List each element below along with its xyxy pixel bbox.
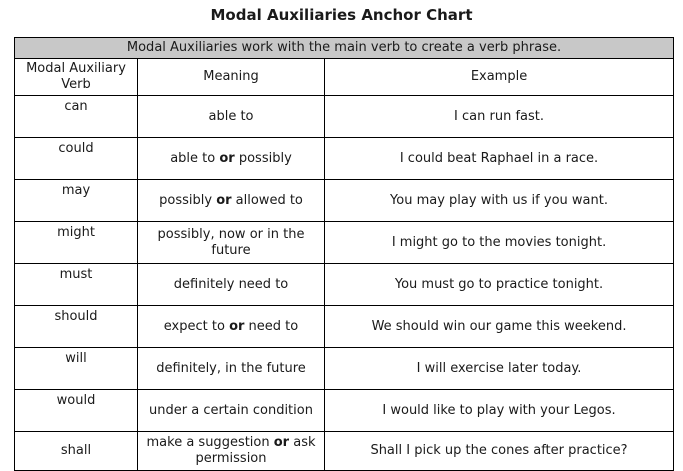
table-row	[15, 432, 674, 471]
meaning-emphasis: or	[219, 150, 235, 166]
meaning-text: expect to	[163, 318, 230, 334]
meaning-emphasis: or	[216, 192, 232, 208]
example-cell: I will exercise later today.	[325, 348, 674, 390]
meaning-text: able to	[170, 150, 220, 166]
meaning-cell	[138, 138, 325, 180]
table-banner: Modal Auxiliaries work with the main verb to create a verb phrase.	[15, 38, 674, 59]
verb-cell: shall	[15, 432, 138, 471]
meaning-cell	[138, 222, 325, 264]
modal-auxiliaries-table	[14, 37, 674, 471]
meaning-cell	[138, 96, 325, 138]
example-cell: Shall I pick up the cones after practice?	[325, 432, 674, 471]
meaning-cell	[138, 264, 325, 306]
header-example: Example	[325, 59, 674, 96]
example-cell: I can run fast.	[325, 96, 674, 138]
verb-cell: will	[15, 348, 138, 390]
example-cell: I would like to play with your Legos.	[325, 390, 674, 432]
meaning-text: able to	[208, 108, 254, 124]
meaning-text: allowed to	[231, 192, 303, 208]
meaning-emphasis: or	[273, 435, 290, 450]
header-verb: Modal Auxiliary Verb	[15, 59, 138, 96]
meaning-emphasis: or	[229, 318, 245, 334]
example-cell: You may play with us if you want.	[325, 180, 674, 222]
table-row	[15, 222, 674, 264]
table-row	[15, 138, 674, 180]
meaning-cell	[138, 306, 325, 348]
verb-cell: must	[15, 264, 138, 306]
table-row	[15, 180, 674, 222]
meaning-text: possibly	[159, 192, 217, 208]
example-cell: We should win our game this weekend.	[325, 306, 674, 348]
meaning-cell	[138, 432, 325, 471]
table-row	[15, 390, 674, 432]
meaning-text: under a certain condition	[149, 402, 313, 418]
example-cell: I could beat Raphael in a race.	[325, 138, 674, 180]
table-row	[15, 306, 674, 348]
meaning-cell	[138, 390, 325, 432]
meaning-text: definitely, in the future	[156, 360, 306, 376]
meaning-text: ask permission	[195, 435, 316, 466]
verb-cell: may	[15, 180, 138, 222]
meaning-text: possibly	[234, 150, 292, 166]
meaning-text: definitely need to	[173, 276, 289, 292]
meaning-text: need to	[244, 318, 299, 334]
meaning-cell	[138, 348, 325, 390]
verb-cell: should	[15, 306, 138, 348]
meaning-cell	[138, 180, 325, 222]
verb-cell: can	[15, 96, 138, 138]
table-body	[15, 96, 674, 471]
meaning-text: possibly, now or in the future	[157, 226, 305, 258]
chart-title: Modal Auxiliaries Anchor Chart	[210, 6, 473, 24]
example-cell: I might go to the movies tonight.	[325, 222, 674, 264]
table-row	[15, 96, 674, 138]
verb-cell: might	[15, 222, 138, 264]
table-row	[15, 348, 674, 390]
verb-cell: could	[15, 138, 138, 180]
meaning-text: make a suggestion	[146, 435, 274, 450]
table-row	[15, 264, 674, 306]
header-meaning: Meaning	[138, 59, 325, 96]
example-cell: You must go to practice tonight.	[325, 264, 674, 306]
verb-cell: would	[15, 390, 138, 432]
